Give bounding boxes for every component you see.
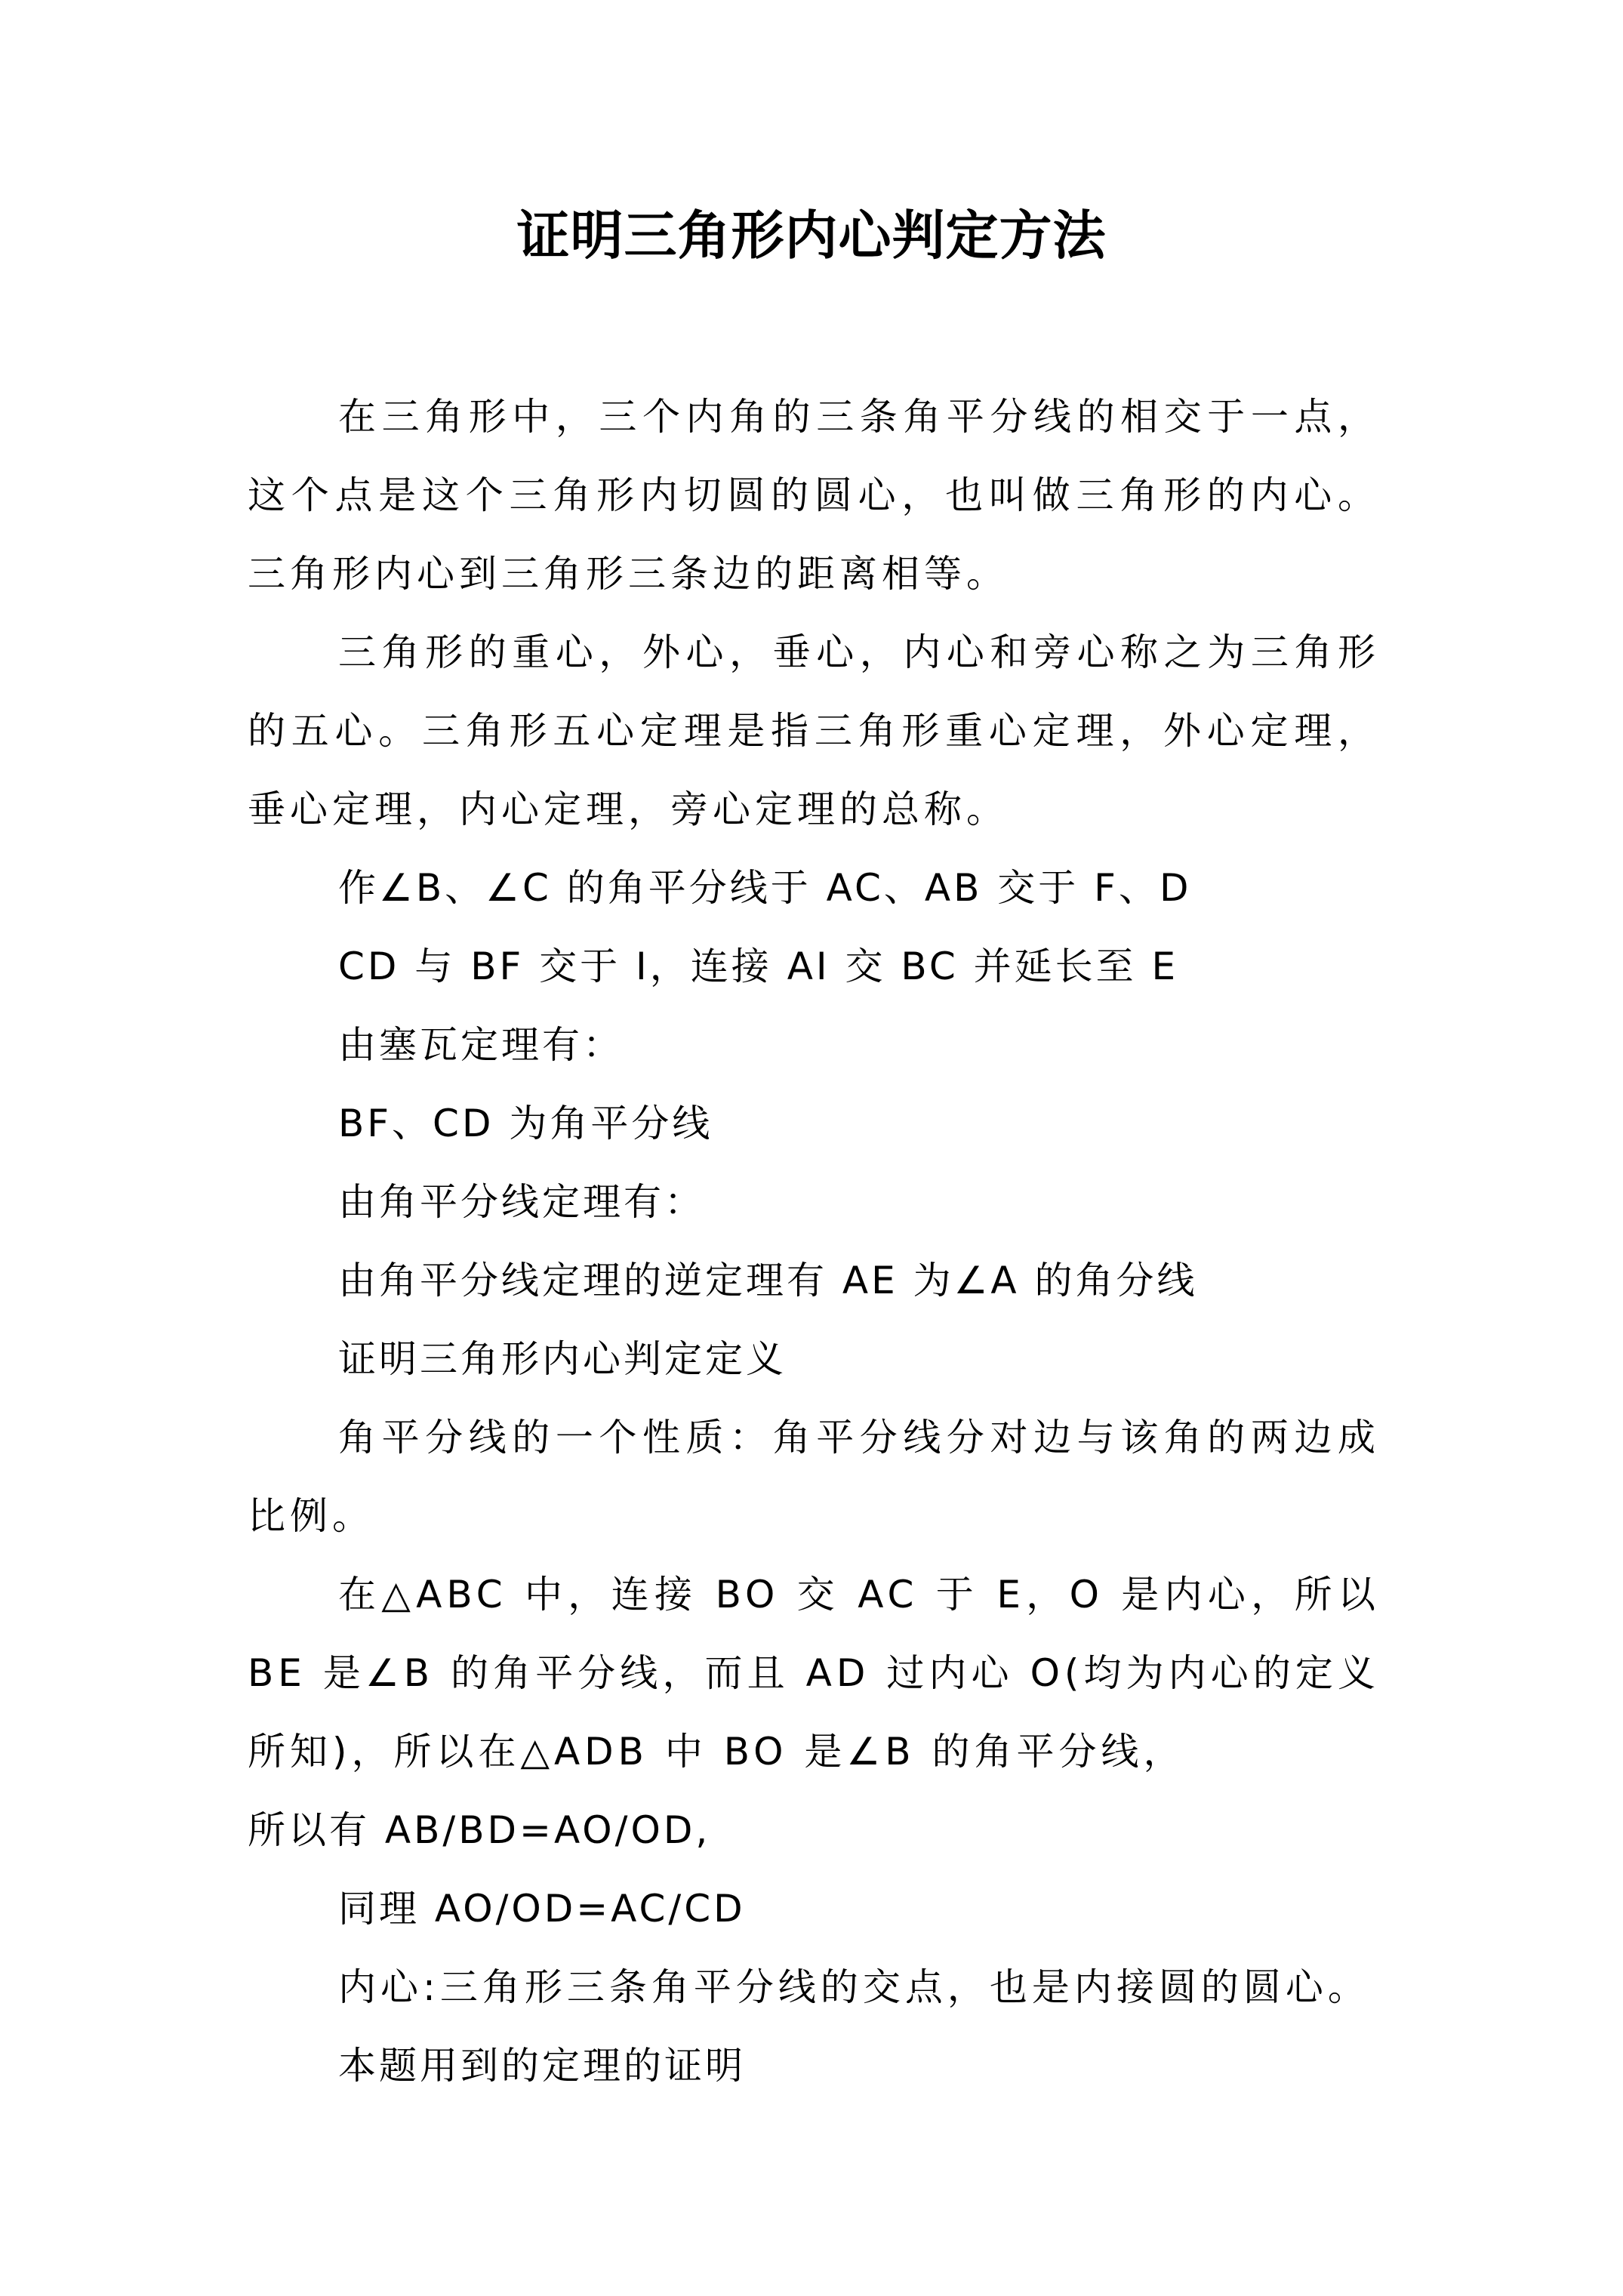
paragraph-incenter-definition: 在三角形中，三个内角的三条角平分线的相交于一点，这个点是这个三角形内切圆的圆心，也叫做三角形的内心。三角形内心到三角形三条边的距离相等。	[248, 395, 1380, 596]
paragraph-bisector-property: 角平分线的一个性质：角平分线分对边与该角的两边成比例。	[248, 1416, 1380, 1538]
paragraph-intersection-i: CD 与 BF 交于 I，连接 AI 交 BC 并延长至 E	[338, 945, 1179, 988]
paragraph-incenter-summary: 内心:三角形三条角平分线的交点，也是内接圆的圆心。	[338, 1965, 1370, 2009]
paragraph-construct-bisectors: 作∠B、∠C 的角平分线于 AC、AB 交于 F、D	[338, 866, 1192, 910]
paragraph-theorem-proof-note: 本题用到的定理的证明	[338, 2044, 746, 2088]
paragraph-bisector-theorem: 由角平分线定理有：	[338, 1180, 705, 1224]
paragraph-ratio-ab-bd: 所以有 AB/BD=AO/OD,	[248, 1808, 711, 1852]
paragraph-bisectors-bf-cd: BF、CD 为角平分线	[338, 1102, 713, 1145]
paragraph-proof-heading: 证明三角形内心判定定义	[338, 1337, 787, 1381]
paragraph-ceva-theorem: 由塞瓦定理有：	[338, 1023, 624, 1067]
document-body	[248, 378, 1380, 2105]
document-title: 证明三角形内心判定方法	[516, 204, 1107, 267]
paragraph-converse-theorem: 由角平分线定理的逆定理有 AE 为∠A 的角分线	[338, 1259, 1198, 1302]
paragraph-ratio-ao-od: 同理 AO/OD=AC/CD	[338, 1887, 746, 1931]
paragraph-five-centers: 三角形的重心，外心，垂心，内心和旁心称之为三角形的五心。三角形五心定理是指三角形重心定理，外心定理，垂心定理，内心定理，旁心定理的总称。	[248, 630, 1380, 831]
paragraph-triangle-abc-proof: 在△ABC 中，连接 BO 交 AC 于 E，O 是内心，所以 BE 是∠B 的角平分线，而且 AD 过内心 O(均为内心的定义所知)，所以在△ADB 中 BO 是∠B 的角平分线，	[248, 1573, 1380, 1774]
